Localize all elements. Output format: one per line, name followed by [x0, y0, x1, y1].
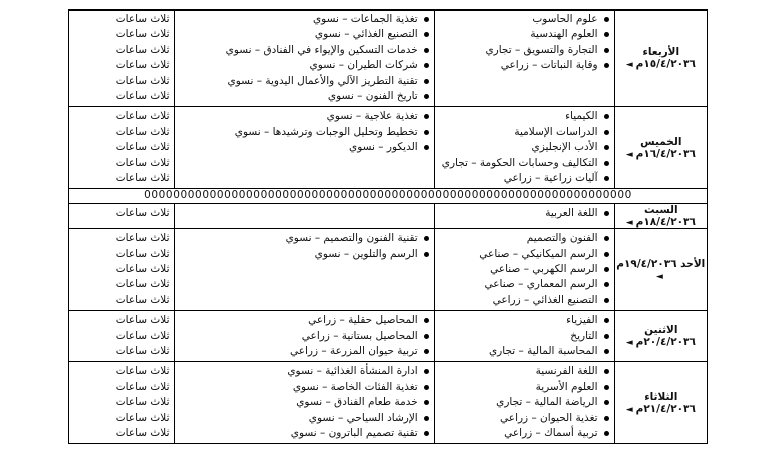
- table-row: [69, 10, 708, 107]
- duration-item: ثلاث ساعات: [115, 74, 170, 87]
- subjects-column-a: [434, 229, 614, 311]
- duration-item: ثلاث ساعات: [115, 141, 170, 154]
- duration-item: ثلاث ساعات: [115, 345, 170, 358]
- duration-item: ثلاث ساعات: [115, 89, 170, 102]
- list-item: تغذية علاجية – نسوي: [179, 109, 430, 124]
- arrow-icon: ◄: [625, 218, 633, 229]
- list-item: الديكور – نسوي: [179, 140, 430, 155]
- list-item: الرياضة المالية – تجاري: [439, 395, 610, 410]
- list-item: الدراسات الإسلامية: [439, 125, 610, 140]
- duration-item: ثلاث ساعات: [115, 293, 170, 306]
- day-cell: [614, 229, 707, 311]
- list-item: التاريخ: [439, 329, 610, 344]
- day-label: السبت ١٨/٤/٢٠٣٦م: [635, 204, 696, 229]
- list-item: تقنية الفنون والتصميم – نسوي: [179, 231, 430, 246]
- day-cell: [614, 204, 707, 229]
- duration-item: ثلاث ساعات: [115, 125, 170, 138]
- separator-row: [69, 189, 708, 204]
- day-cell: [614, 311, 707, 362]
- day-label: الأحد ١٩/٤/٢٠٣٦م: [616, 257, 706, 270]
- separator-pattern: 0000000000000000000000000000000000000000000000000000000000000000000: [69, 189, 708, 204]
- duration-column: [69, 311, 175, 362]
- list-item: تاريخ الفنون – نسوي: [179, 89, 430, 104]
- duration-item: ثلاث ساعات: [115, 278, 170, 291]
- subjects-column-b: [174, 204, 434, 229]
- list-item: الرسم المعماري – صناعي: [439, 277, 610, 292]
- list-item: اللغة العربية: [439, 206, 610, 221]
- duration-column: [69, 10, 175, 107]
- duration-item: ثلاث ساعات: [115, 365, 170, 378]
- list-item: تخطيط وتحليل الوجبات وترشيدها – نسوي: [179, 125, 430, 140]
- subjects-column-a: [434, 204, 614, 229]
- duration-item: ثلاث ساعات: [115, 380, 170, 393]
- day-cell: [614, 107, 707, 189]
- list-item: خدمات التسكين والإيواء في الفنادق – نسوي: [179, 43, 430, 58]
- list-item: وقاية النباتات – زراعي: [439, 58, 610, 73]
- arrow-icon: ◄: [655, 271, 663, 282]
- list-item: تغذية الجماعات – نسوي: [179, 12, 430, 27]
- duration-item: ثلاث ساعات: [115, 43, 170, 56]
- subjects-column-b: [174, 362, 434, 444]
- duration-item: ثلاث ساعات: [115, 156, 170, 169]
- subjects-column-a: [434, 362, 614, 444]
- duration-item: ثلاث ساعات: [115, 110, 170, 123]
- day-cell: [614, 362, 707, 444]
- duration-item: ثلاث ساعات: [115, 411, 170, 424]
- duration-item: ثلاث ساعات: [115, 263, 170, 276]
- list-item: التصنيع الغذائي – نسوي: [179, 27, 430, 42]
- duration-item: ثلاث ساعات: [115, 28, 170, 41]
- arrow-icon: ◄: [625, 60, 633, 71]
- duration-column: [69, 204, 175, 229]
- list-item: الكيمياء: [439, 109, 610, 124]
- list-item: خدمة طعام الفنادق – نسوي: [179, 395, 430, 410]
- duration-item: ثلاث ساعات: [115, 13, 170, 25]
- list-item: تقنية تصميم الباترون – نسوي: [179, 426, 430, 441]
- list-item: تقنية التطريز الآلي والأعمال اليدوية – نسوي: [179, 74, 430, 89]
- list-item: تغذية الفئات الخاصة – نسوي: [179, 380, 430, 395]
- list-item: العلوم الهندسية: [439, 27, 610, 42]
- list-item: شركات الطيران – نسوي: [179, 58, 430, 73]
- list-item: الرسم الكهربي – صناعي: [439, 262, 610, 277]
- duration-item: ثلاث ساعات: [115, 329, 170, 342]
- duration-item: ثلاث ساعات: [115, 207, 170, 220]
- list-item: التجارة والتسويق – تجاري: [439, 43, 610, 58]
- list-item: الإرشاد السياحي – نسوي: [179, 411, 430, 426]
- table-row: [69, 362, 708, 444]
- duration-item: ثلاث ساعات: [115, 396, 170, 409]
- duration-item: ثلاث ساعات: [115, 59, 170, 72]
- subjects-column-a: [434, 311, 614, 362]
- arrow-icon: ◄: [625, 338, 633, 349]
- arrow-icon: ◄: [625, 149, 633, 160]
- duration-column: [69, 362, 175, 444]
- duration-item: ثلاث ساعات: [115, 171, 170, 184]
- table-row: [69, 107, 708, 189]
- list-item: اللغة الفرنسية: [439, 364, 610, 379]
- list-item: الفيزياء: [439, 313, 610, 328]
- table-row: [69, 229, 708, 311]
- duration-item: ثلاث ساعات: [115, 426, 170, 439]
- exam-schedule-table: [68, 9, 708, 444]
- day-cell: [614, 10, 707, 107]
- subjects-column-b: [174, 229, 434, 311]
- day-label: الثلاثاء ٢١/٤/٢٠٣٦م: [635, 390, 696, 415]
- list-item: الأدب الإنجليزي: [439, 140, 610, 155]
- subjects-column-a: [434, 107, 614, 189]
- list-item: تغذية الحيوان – زراعي: [439, 411, 610, 426]
- duration-column: [69, 107, 175, 189]
- duration-item: ثلاث ساعات: [115, 232, 170, 245]
- list-item: تربية أسماك – زراعي: [439, 426, 610, 441]
- table-row: [69, 204, 708, 229]
- list-item: المحاصيل بستانية – زراعي: [179, 329, 430, 344]
- list-item: علوم الحاسوب: [439, 12, 610, 27]
- arrow-icon: ◄: [625, 404, 633, 415]
- day-label: الخميس ١٦/٤/٢٠٣٦م: [635, 135, 696, 160]
- list-item: العلوم الأسرية: [439, 380, 610, 395]
- subjects-column-a: [434, 10, 614, 107]
- list-item: تربية حيوان المزرعة – زراعي: [179, 344, 430, 359]
- list-item: المحاسبة المالية – تجاري: [439, 344, 610, 359]
- list-item: المحاصيل حقلية – زراعي: [179, 313, 430, 328]
- subjects-column-b: [174, 10, 434, 107]
- list-item: الفنون والتصميم: [439, 231, 610, 246]
- list-item: الرسم الميكانيكي – صناعي: [439, 247, 610, 262]
- list-item: ادارة المنشأة الغذائية – نسوي: [179, 364, 430, 379]
- duration-item: ثلاث ساعات: [115, 314, 170, 327]
- subjects-column-b: [174, 311, 434, 362]
- exam-schedule-page: [68, 0, 708, 470]
- list-item: التكاليف وحسابات الحكومة – تجاري: [439, 156, 610, 171]
- list-item: الرسم والتلوين – نسوي: [179, 247, 430, 262]
- day-label: الاثنين ٢٠/٤/٢٠٣٦م: [635, 324, 696, 349]
- list-item: آليات زراعية – زراعي: [439, 171, 610, 186]
- subjects-column-b: [174, 107, 434, 189]
- duration-column: [69, 229, 175, 311]
- list-item: التصنيع الغذائي – زراعي: [439, 293, 610, 308]
- day-label: الأربعاء ١٥/٤/٢٠٣٦م: [635, 46, 696, 71]
- table-row: [69, 311, 708, 362]
- duration-item: ثلاث ساعات: [115, 247, 170, 260]
